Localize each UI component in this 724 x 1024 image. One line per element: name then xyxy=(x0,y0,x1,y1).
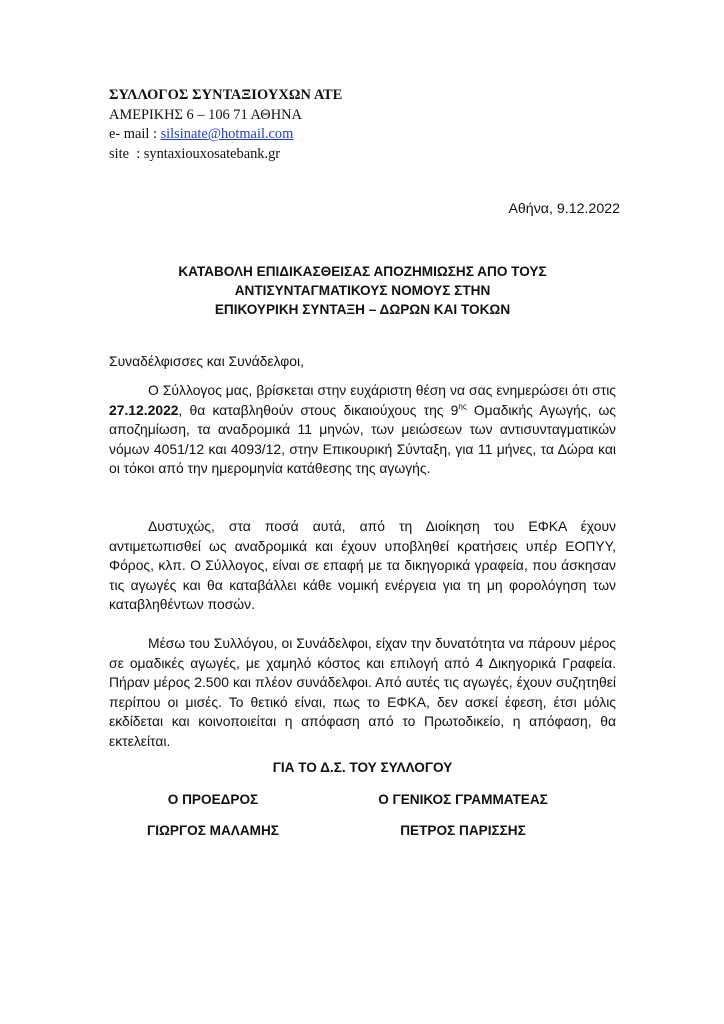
secretary-role: Ο ΓΕΝΙΚΟΣ ΓΡΑΜΜΑΤΕΑΣ xyxy=(378,792,548,807)
email-link[interactable]: silsinate@hotmail.com xyxy=(160,126,294,142)
title-line-1: ΚΑΤΑΒΟΛΗ ΕΠΙΔΙΚΑΣΘΕΙΣΑΣ ΑΠΟΖΗΜΙΩΣΗΣ ΑΠΟ ΤΟΥΣ xyxy=(178,264,547,279)
site-address: : syntaxiouxosatebank.gr xyxy=(136,145,281,162)
title-line-2: ΑΝΤΙΣΥΝΤΑΓΜΑΤΙΚΟΥΣ ΝΟΜΟΥΣ ΣΤΗΝ xyxy=(234,283,491,298)
greeting: Συναδέλφισσες και Συνάδελφοι, xyxy=(109,353,304,369)
email-line xyxy=(109,125,342,145)
paragraph-payment xyxy=(109,381,616,479)
paragraph-1-intro: Ο Σύλλογος μας, βρίσκεται στην ευχάριστη θέση να σας ενημερώσει ότι στις xyxy=(148,382,616,398)
letterhead xyxy=(109,86,342,164)
title-line-3: ΕΠΙΚΟΥΡΙΚΗ ΣΥΝΤΑΞΗ – ΔΩΡΩΝ ΚΑΙ ΤΟΚΩΝ xyxy=(214,302,511,317)
organization-name: ΣΥΛΛΟΓΟΣ ΣΥΝΤΑΞΙΟΥΧΩΝ ΑΤΕ xyxy=(109,87,343,103)
email-label: e- mail : xyxy=(109,126,157,142)
organization-address: ΑΜΕΡΙΚΗΣ 6 – 106 71 ΑΘΗΝΑ xyxy=(109,106,302,123)
paragraph-deductions: Δυστυχώς, στα ποσά αυτά, από τη Διοίκηση του ΕΦΚΑ έχουν αντιμετωπισθεί ως αναδρομικά και έχουν υποβληθεί κρατήσεις υπέρ ΕΟΠΥΥ, Φόρος, κλπ. Ο Σύλλογος, είναι σε επαφή με τα δικηγορικά γραφεία, που άσκησαν τις αγωγές και θα καταβάλλει κάθε νομική ενέργεια για τη μη φορολόγηση των καταβληθέντων ποσών. xyxy=(109,518,616,613)
paragraph-1-rest: Ομαδικής Αγωγής, ως αποζημίωση, τα αναδρομικά 11 μηνών, των μειώσεων των αντισυνταγματικών νόμων 4051/12 και 4093/12, στην Επικουρική Σύνταξη, για 11 μήνες, τα Δώρα και οι τόκοι από την ημερομηνία κατάθεσης της αγωγής. xyxy=(109,401,616,477)
letter-title xyxy=(109,262,616,319)
site-line xyxy=(109,145,342,165)
president-role: Ο ΠΡΟΕΔΡΟΣ xyxy=(167,792,259,807)
board-signature-heading: ΓΙΑ ΤΟ Δ.Σ. ΤΟΥ ΣΥΛΛΟΓΟΥ xyxy=(272,760,453,775)
secretary-name: ΠΕΤΡΟΣ ΠΑΡΙΣΣΗΣ xyxy=(400,823,526,838)
payment-date: 27.12.2022 xyxy=(109,401,179,418)
site-label: site xyxy=(109,145,129,162)
paragraph-lawsuits: Μέσω του Συλλόγου, οι Συνάδελφοι, είχαν την δυνατότητα να πάρουν μέρος σε ομαδικές αγωγές, με χαμηλό κόστος και επιλογή από 4 Δικηγορικά Γραφεία. Πήραν μέρος 2.500 και πλέον συνάδελφοι. Από αυτές τις αγωγές, έχουν συζητηθεί περίπου οι μισές. Το θετικό είναι, πως το ΕΦΚΑ, δεν ασκεί έφεση, έτσι μόλις εκδίδεται και κοινοποιείται η απόφαση από το Πρωτοδικείο, η απόφαση, θα εκτελείται. xyxy=(109,635,616,749)
paragraph-1-middle: , θα καταβληθούν στους δικαιούχους της 9 xyxy=(178,401,459,418)
ordinal-suffix: ης xyxy=(458,401,467,411)
president-name: ΓΙΩΡΓΟΣ ΜΑΛΑΜΗΣ xyxy=(147,823,279,838)
letter-date: Αθήνα, 9.12.2022 xyxy=(508,201,620,217)
